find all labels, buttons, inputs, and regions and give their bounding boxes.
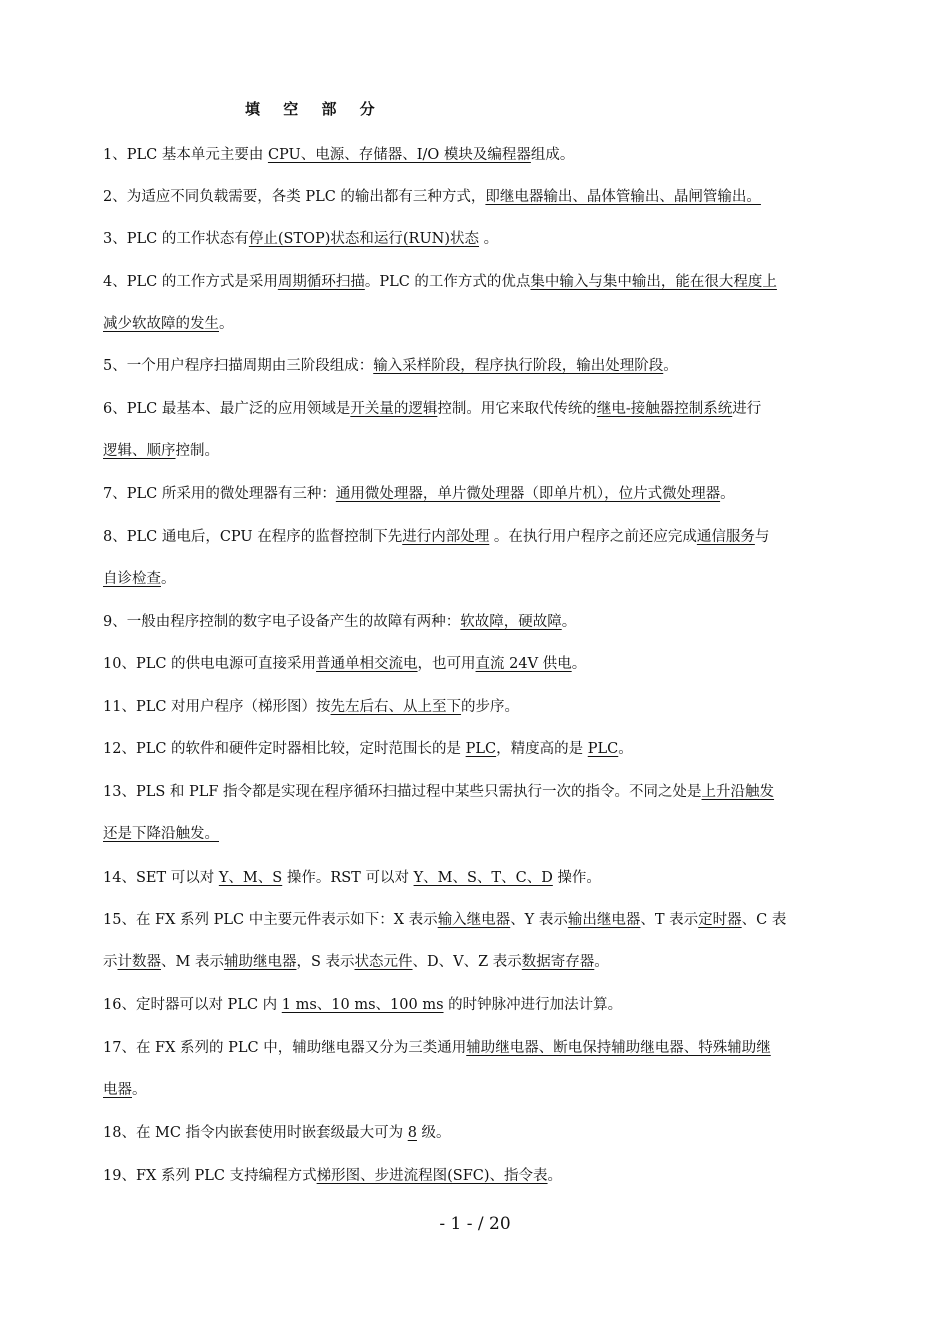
text-line [103,355,678,377]
line-text: 、T 表示 [640,912,699,928]
text-line [103,738,633,760]
answer-text: 8 [407,1125,417,1141]
text-line [103,483,735,505]
line-text: 。 [618,741,633,757]
text-line [103,1122,451,1144]
text-line [103,271,777,293]
answer-text: Y、M、S、T、C、D [413,870,553,886]
answer-text: 继电-接触器控制系统 [596,401,733,417]
line-text: 。 [571,656,587,672]
answer-text: 直流 24V 供电 [475,656,572,672]
line-text: 13、PLS 和 PLF 指令都是实现在程序循环扫描过程中某些只需执行一次的指令。不同之处是 [103,784,702,800]
line-text: 、C 表 [741,912,787,928]
line-text: 与 [754,529,770,545]
answer-text: 梯形图、步进流程图(SFC)、指令表 [316,1168,548,1184]
answer-text: 辅助继电器、断电保持辅助继电器、特殊辅助继 [466,1040,771,1056]
answer-text: 上升沿触发 [701,784,775,800]
answer-text: 输入采样阶段，程序执行阶段，输出处理阶段 [373,358,664,374]
line-text: 。 [720,486,735,502]
text-line [103,440,219,462]
text-line [103,228,498,250]
line-text: 1、PLC 基本单元主要由 [103,147,268,163]
answer-text: 停止(STOP)状态和运行(RUN)状态 [248,231,480,247]
line-text: 7、PLC 所采用的微处理器有三种： [103,486,336,502]
text-line [103,909,786,931]
line-text: 操作。 [552,870,601,886]
line-text: 。 [479,231,499,247]
answer-text: PLC [587,741,619,757]
line-text: 控制。用它来取代传统的 [437,401,597,417]
line-text: 11、PLC 对用户程序（梯形图）按 [103,699,331,715]
answer-text: 1 ms、10 ms、100 ms [281,997,444,1013]
answer-text: 减少软故障的发生 [103,316,219,332]
answer-text: 自诊检查 [103,571,161,587]
answer-text: 开关量的逻辑 [350,401,438,417]
text-line [103,781,774,803]
line-text: 5、一个用户程序扫描周期由三阶段组成： [103,358,374,374]
answer-text: CPU、电源、存储器、I/O 模块及编程器 [267,147,531,163]
line-text: 15、在 FX 系列 PLC 中主要元件表示如下：X 表示 [103,912,438,928]
line-text: 19、FX 系列 PLC 支持编程方式 [103,1168,317,1184]
line-text: 的步序。 [461,699,520,715]
line-text: 16、定时器可以对 PLC 内 [103,997,282,1013]
answer-text: 输入继电器 [437,912,511,928]
answer-text: 辅助继电器 [223,954,297,970]
answer-text: Y、M、S [218,870,283,886]
text-line [103,1037,771,1059]
answer-text: 普通单相交流电 [316,656,418,672]
line-text: 。在执行用户程序之前还应完成 [489,529,697,545]
text-line [103,823,219,845]
answer-text: 进行内部处理 [402,529,490,545]
text-line [103,144,574,166]
answer-text: 周期循环扫描 [277,274,365,290]
line-text: 。 [219,316,234,332]
line-text: 18、在 MC 指令内嵌套使用时嵌套级最大可为 [103,1125,408,1141]
line-text: 8、PLC 通电后，CPU 在程序的监督控制下先 [103,529,403,545]
line-text: 进行 [732,401,762,417]
answer-text: 定时器 [698,912,742,928]
line-text: 级。 [416,1125,451,1141]
text-line [103,867,601,889]
answer-text: 电器 [103,1082,132,1098]
answer-text: 状态元件 [354,954,413,970]
line-text: 。 [594,954,609,970]
line-text: 的时钟脉冲进行加法计算。 [443,997,623,1013]
line-text: 。 [547,1168,563,1184]
line-text: 、D、V、Z 表示 [412,954,522,970]
answer-text: PLC [465,741,497,757]
answer-text: 先左后右、从上至下 [330,699,462,715]
line-text: 操作。RST 可以对 [282,870,414,886]
text-line [103,186,761,208]
text-line [103,526,769,548]
answer-text: 通用微处理器，单片微处理器（即单片机），位片式微处理器 [335,486,721,502]
line-text: 。 [561,614,577,630]
text-line [103,653,586,675]
line-text: 10、PLC 的供电电源可直接采用 [103,656,317,672]
text-line [103,1165,562,1187]
line-text: 示 [103,954,118,970]
line-text: 2、为适应不同负载需要，各类 PLC 的输出都有三种方式， [103,189,486,205]
answer-text: 即继电器输出、晶体管输出、晶闸管输出。 [485,189,761,205]
line-text: 。PLC 的工作方式的优点 [364,274,531,290]
answer-text: 还是下降沿触发。 [103,826,219,842]
text-line [103,398,761,420]
line-text: 。 [161,571,176,587]
line-text: 。 [663,358,678,374]
line-text: 。 [132,1082,147,1098]
text-line [103,568,176,590]
section-title: 填 空 部 分 [245,100,384,118]
line-text: 6、PLC 最基本、最广泛的应用领域是 [103,401,351,417]
text-line [103,994,622,1016]
line-text: 12、PLC 的软件和硬件定时器相比较，定时范围长的是 [103,741,466,757]
line-text: 3、PLC 的工作状态有 [103,231,249,247]
line-text: 、M 表示 [161,954,224,970]
line-text: 4、PLC 的工作方式是采用 [103,274,278,290]
text-line [103,313,234,335]
text-line [103,951,609,973]
text-line [103,696,519,718]
line-text: ，S 表示 [296,954,355,970]
line-text: ，也可用 [417,656,476,672]
text-line [103,611,576,633]
line-text: 17、在 FX 系列的 PLC 中，辅助继电器又分为三类通用 [103,1040,467,1056]
answer-text: 集中输入与集中输出，能在很大程度上 [530,274,777,290]
answer-text: 通信服务 [696,529,755,545]
line-text: ，精度高的是 [496,741,588,757]
line-text: 、Y 表示 [510,912,568,928]
answer-text: 逻辑、顺序 [103,443,176,459]
answer-text: 输出继电器 [567,912,641,928]
line-text: 14、SET 可以对 [103,870,219,886]
page-number: - 1 - / 20 [439,1214,511,1234]
line-text: 组成。 [530,147,575,163]
answer-text: 计数器 [117,954,161,970]
line-text: 控制。 [175,443,219,459]
answer-text: 数据寄存器 [521,954,595,970]
line-text: 9、一般由程序控制的数字电子设备产生的故障有两种： [103,614,461,630]
answer-text: 软故障，硬故障 [460,614,562,630]
text-line [103,1079,147,1101]
